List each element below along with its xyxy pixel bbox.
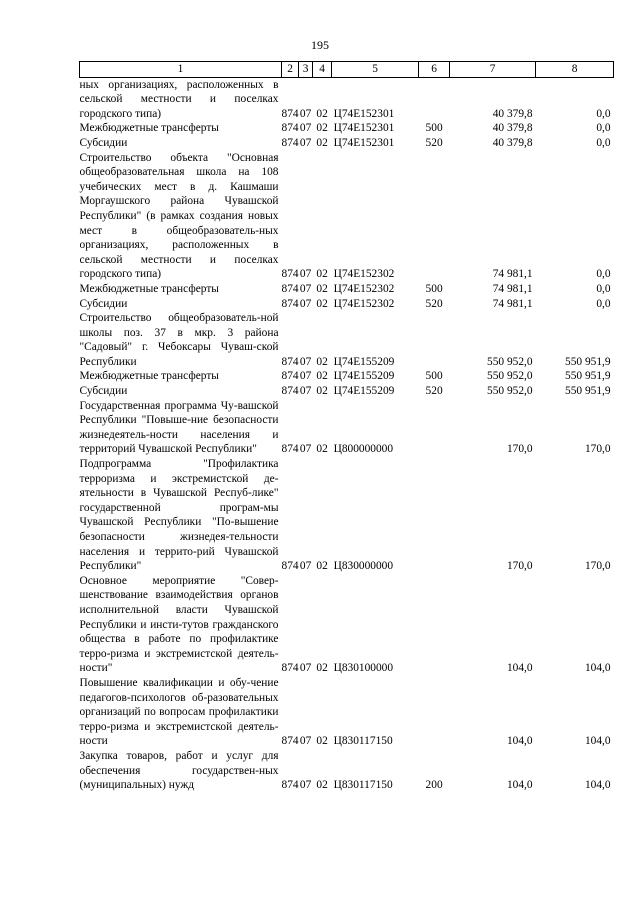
target-article: Ц74Е152302 [333,268,395,281]
table-header [80,62,614,78]
code-ministry: 874 [281,282,299,295]
code-subsection: 02 [316,297,328,310]
code-subsection: 02 [316,560,328,573]
amount-1: 74 981,1 [492,282,533,295]
code-ministry: 874 [281,560,299,573]
code-ministry: 874 [281,443,299,456]
code-section: 07 [299,282,312,295]
expense-type: 500 [425,282,443,295]
code-subsection: 02 [316,136,328,149]
amount-2: 104,0 [584,779,611,792]
amount-1: 104,0 [506,735,533,748]
code-section: 07 [299,662,312,675]
row-name: Межбюджетные трансферты [79,122,219,135]
expense-type [419,399,450,457]
amount-1: 550 952,0 [487,355,533,368]
target-article: Ц74Е155209 [333,370,395,383]
expense-type: 500 [425,122,443,135]
code-subsection: 02 [316,779,328,792]
code-section: 07 [299,779,312,792]
budget-table [79,61,614,793]
row-name: Повышение квалификации и обу-чение педагогов-психологов об-разовательных организаций по вопросам профилактики терро-ризма и экстремистской деятель-ности [79,676,279,748]
column-header: 7 [450,62,536,78]
target-article: Ц830100000 [333,662,394,675]
table-body [80,77,614,793]
amount-2: 0,0 [596,136,611,149]
row-name: Межбюджетные трансферты [79,370,219,383]
code-section: 07 [299,443,312,456]
code-section: 07 [299,107,312,120]
table-row [80,311,614,369]
code-section: 07 [299,370,312,383]
code-ministry: 874 [281,122,299,135]
code-subsection: 02 [316,385,328,398]
table-row [80,282,614,297]
amount-1: 74 981,1 [492,268,533,281]
target-article: Ц74Е152302 [333,297,395,310]
expense-type: 520 [425,297,443,310]
amount-2: 550 951,9 [565,385,611,398]
amount-1: 40 379,8 [492,107,533,120]
amount-1: 104,0 [506,779,533,792]
code-ministry: 874 [281,385,299,398]
table-row [80,369,614,384]
column-header: 4 [313,62,332,78]
code-section: 07 [299,385,312,398]
row-name: Основное мероприятие "Совер-шенствование взаимодействия органов исполнительной власти Чувашской Республики и инсти-тутов гражданского общества в работе по профилактике терро-ризма и экстремистской деятель-ности" [79,574,279,675]
row-name: Государственная программа Чу-вашской Республики "Повыше-ние безопасности жизнедеятель-ности населения и территорий Чувашской Республики" [79,399,279,456]
row-name: Межбюджетные трансферты [79,282,219,295]
column-header: 1 [80,62,282,78]
amount-1: 170,0 [506,443,533,456]
code-subsection: 02 [316,107,328,120]
row-name: ных организациях, расположенных в сельской местности и поселках городского типа) [79,78,279,120]
row-name: Подпрограмма "Профилактика терроризма и экстремистской де-ятельности в Чувашской Респуб-лике" государственной програм-мы Чувашской Республики "По-вышение безопасности жизнедея-тельности населения и террито-рий Чувашской Республики" [79,458,279,573]
expense-type [419,676,450,749]
amount-2: 0,0 [596,297,611,310]
amount-1: 550 952,0 [487,370,533,383]
amount-2: 104,0 [584,662,611,675]
code-ministry: 874 [281,268,299,281]
amount-2: 104,0 [584,735,611,748]
code-ministry: 874 [281,297,299,310]
code-ministry: 874 [281,735,299,748]
target-article: Ц74Е152302 [333,282,395,295]
code-section: 07 [299,355,312,368]
expense-type [419,457,450,574]
table-row [80,151,614,282]
amount-2: 170,0 [584,560,611,573]
target-article: Ц74Е155209 [333,355,395,368]
amount-1: 104,0 [506,662,533,675]
table-row [80,399,614,457]
amount-2: 0,0 [596,107,611,120]
target-article: Ц74Е152301 [333,136,395,149]
amount-2: 0,0 [596,268,611,281]
table-row [80,574,614,676]
expense-type [419,574,450,676]
table-row [80,457,614,574]
target-article: Ц74Е155209 [333,385,395,398]
code-ministry: 874 [281,136,299,149]
code-subsection: 02 [316,355,328,368]
code-ministry: 874 [281,355,299,368]
amount-1: 40 379,8 [492,122,533,135]
row-name: Субсидии [79,385,128,398]
table-row [80,77,614,121]
row-name: Субсидии [79,136,128,149]
table-row [80,384,614,399]
expense-type: 520 [425,136,443,149]
code-subsection: 02 [316,443,328,456]
code-ministry: 874 [281,779,299,792]
code-section: 07 [299,297,312,310]
code-subsection: 02 [316,282,328,295]
code-subsection: 02 [316,370,328,383]
target-article: Ц830000000 [333,560,394,573]
code-ministry: 874 [281,662,299,675]
expense-type: 520 [425,385,443,398]
code-subsection: 02 [316,122,328,135]
expense-type: 500 [425,370,443,383]
amount-1: 74 981,1 [492,297,533,310]
amount-2: 0,0 [596,122,611,135]
target-article: Ц830117150 [333,735,393,748]
code-ministry: 874 [281,370,299,383]
expense-type [419,311,450,369]
code-ministry: 874 [281,107,299,120]
amount-1: 170,0 [506,560,533,573]
row-name: Строительство объекта "Основная общеобразовательная школа на 108 учебических мест в д. Кашмаши Моргаушского района Чувашской Республики" (в рамках создания новых мест в общеобразователь-ных организациях, расположенных в сельской местности и поселках городского типа) [79,151,279,281]
expense-type: 200 [425,779,443,792]
code-section: 07 [299,122,312,135]
column-header: 8 [536,62,614,78]
column-header: 3 [299,62,313,78]
column-header: 5 [332,62,419,78]
code-section: 07 [299,136,312,149]
page-number: 195 [311,38,329,52]
target-article: Ц830117150 [333,779,393,792]
table-row [80,121,614,136]
row-name: Закупка товаров, работ и услуг для обеспечения государствен-ных (муниципальных) нужд [79,749,279,792]
amount-2: 550 951,9 [565,370,611,383]
target-article: Ц800000000 [333,443,394,456]
table-row [80,297,614,312]
code-section: 07 [299,560,312,573]
expense-type [419,77,450,121]
row-name: Строительство общеобразователь-ной школы поз. 37 в мкр. 3 района "Садовый" г. Чебоксары Чуваш-ской Республики [79,312,279,368]
table-row [80,749,614,793]
table-row [80,676,614,749]
amount-2: 170,0 [584,443,611,456]
column-header: 2 [282,62,299,78]
target-article: Ц74Е152301 [333,122,395,135]
amount-2: 550 951,9 [565,355,611,368]
code-subsection: 02 [316,735,328,748]
code-section: 07 [299,735,312,748]
column-header: 6 [419,62,450,78]
amount-2: 0,0 [596,282,611,295]
amount-1: 40 379,8 [492,136,533,149]
code-subsection: 02 [316,662,328,675]
target-article: Ц74Е152301 [333,107,395,120]
code-section: 07 [299,268,312,281]
table-row [80,136,614,151]
row-name: Субсидии [79,297,128,310]
amount-1: 550 952,0 [487,385,533,398]
expense-type [419,151,450,282]
code-subsection: 02 [316,268,328,281]
